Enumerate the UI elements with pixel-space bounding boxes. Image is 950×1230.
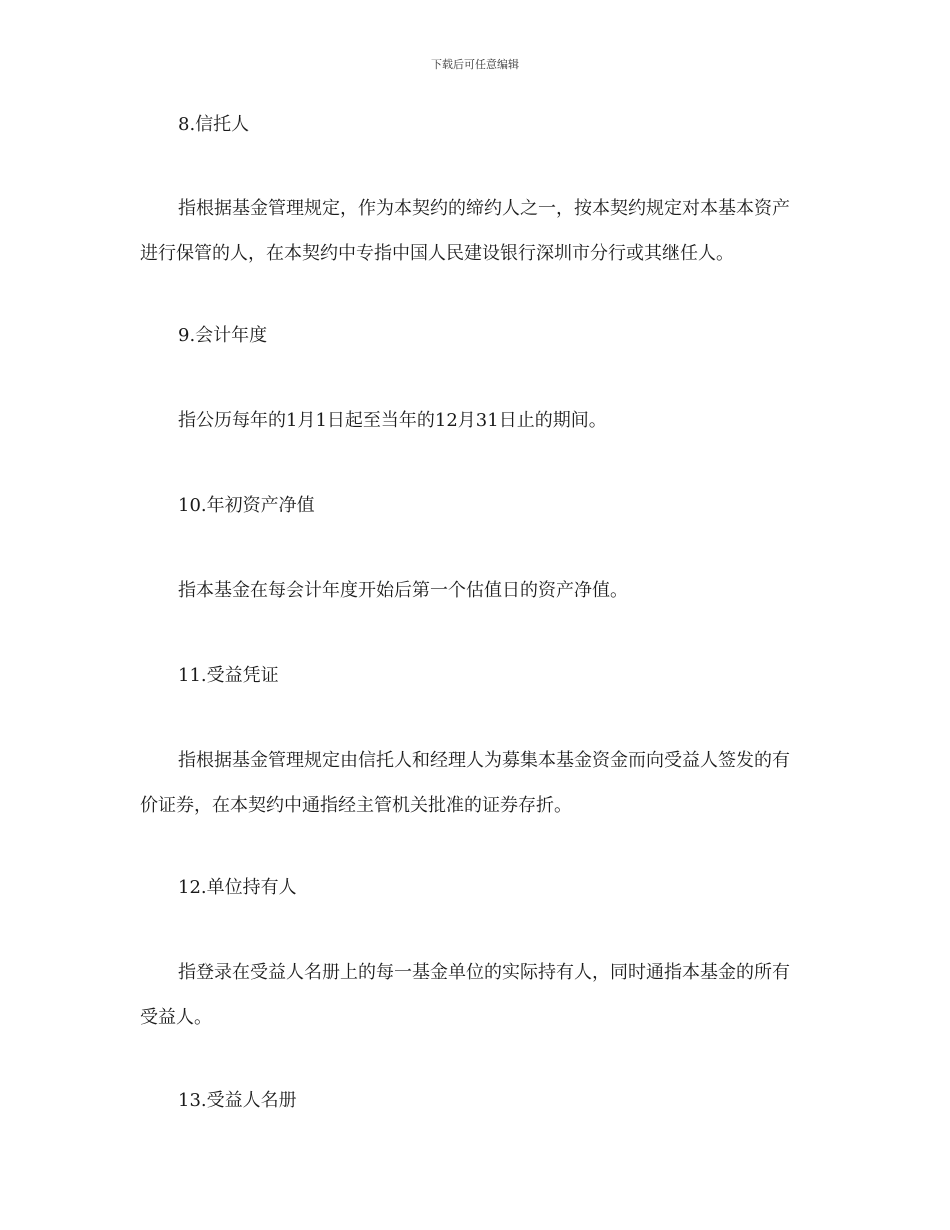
paragraph-line: 受益人。 (140, 1007, 212, 1028)
section-heading: 9.会计年度 (178, 325, 268, 346)
section-heading: 12.单位持有人 (178, 877, 297, 898)
paragraph-line: 价证券，在本契约中通指经主管机关批准的证券存折。 (140, 795, 572, 816)
section-heading: 10.年初资产净值 (178, 495, 315, 516)
section-heading: 13.受益人名册 (178, 1090, 297, 1111)
paragraph-line: 进行保管的人，在本契约中专指中国人民建设银行深圳市分行或其继任人。 (140, 243, 734, 264)
paragraph-line: 指本基金在每会计年度开始后第一个估值日的资产净值。 (178, 580, 628, 601)
section-heading: 8.信托人 (178, 114, 250, 135)
paragraph-line: 指根据基金管理规定，作为本契约的缔约人之一，按本契约规定对本基本资产 (178, 198, 790, 219)
paragraph-line: 指登录在受益人名册上的每一基金单位的实际持有人，同时通指本基金的所有 (178, 962, 790, 983)
section-heading: 11.受益凭证 (178, 665, 279, 686)
page-header-note: 下载后可任意编辑 (431, 58, 519, 71)
paragraph-line: 指根据基金管理规定由信托人和经理人为募集本基金资金而向受益人签发的有 (178, 750, 790, 771)
paragraph-line: 指公历每年的1月1日起至当年的12月31日止的期间。 (178, 410, 607, 431)
